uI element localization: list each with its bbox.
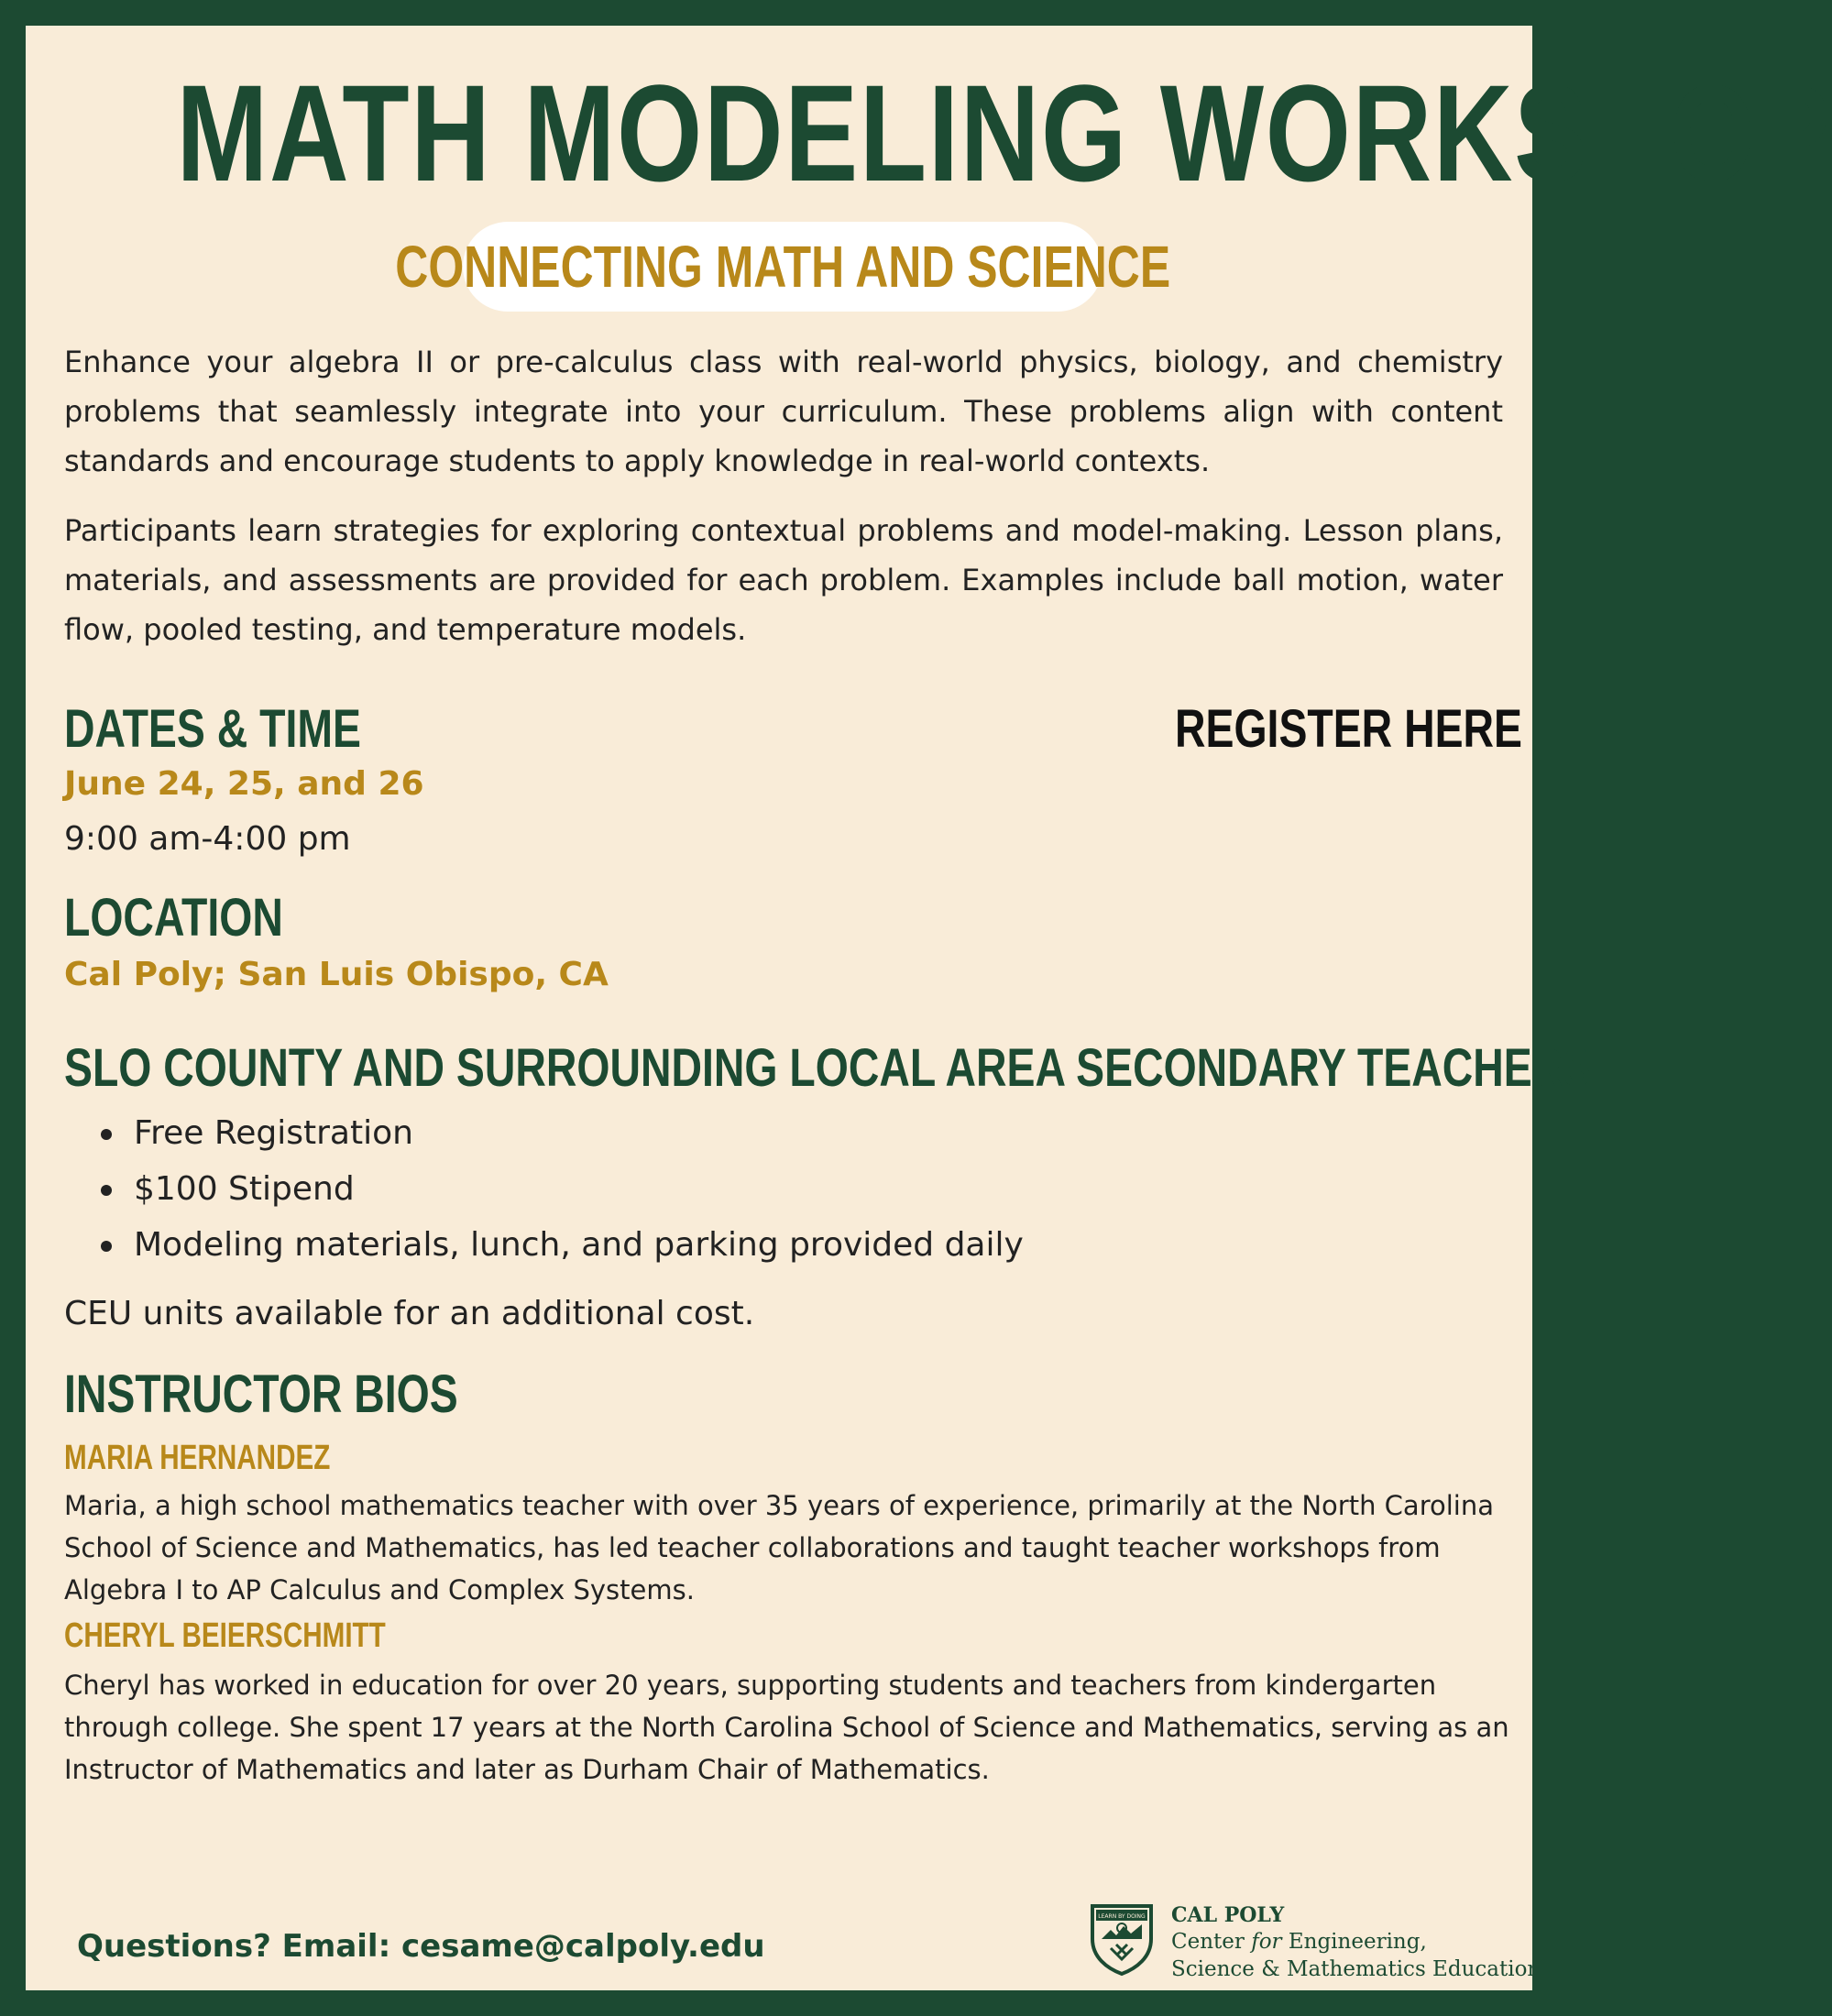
page-title: MATH MODELING WORKSHOP bbox=[176, 56, 1832, 210]
bios-heading: INSTRUCTOR BIOS bbox=[64, 1364, 458, 1424]
subtitle-pill bbox=[395, 222, 1170, 312]
shield-icon bbox=[1089, 1902, 1155, 1976]
dates-days: June 24, 25, and 26 bbox=[64, 765, 424, 803]
dates-time: 9:00 am-4:00 pm bbox=[64, 820, 351, 858]
benefits-list bbox=[64, 1105, 1024, 1273]
instructor-bio: Cheryl has worked in education for over 20 years, supporting students and teachers from kindergarten through college. She spent 17 years at the North Carolina School of Science and Mathematics, serving as an Instructor of Mathematics and later as Durham Chair of Mathematics. bbox=[64, 1670, 1509, 1785]
logo-line-1: Center for Engineering, bbox=[1171, 1930, 1427, 1954]
location-heading: LOCATION bbox=[64, 888, 283, 948]
benefit-item: $100 Stipend bbox=[64, 1161, 1024, 1217]
logo-line-2: Science & Mathematics Education bbox=[1171, 1957, 1541, 1981]
intro-paragraph-2: Participants learn strategies for exploring contextual problems and model-making. Lesson plans, materials, and assessments are provided for each problem. Examples include ball motion, water flow, pooled testing, and temperature models. bbox=[64, 513, 1503, 647]
ceu-note: CEU units available for an additional cost. bbox=[64, 1295, 755, 1332]
register-link[interactable]: REGISTER HERE bbox=[1175, 699, 1522, 759]
intro-paragraph-1: Enhance your algebra II or pre-calculus class with real-world physics, biology, and chemistry problems that seamlessly integrate into your curriculum. These problems align with content standards and encourage students to apply knowledge in real-world contexts. bbox=[64, 345, 1503, 478]
logo-name: CAL POLY bbox=[1171, 1903, 1285, 1927]
instructor-name: CHERYL BEIERSCHMITT bbox=[64, 1616, 386, 1655]
teachers-heading: SLO COUNTY AND SURROUNDING LOCAL AREA SECONDARY TEACHERS bbox=[64, 1038, 1592, 1098]
dates-heading: DATES & TIME bbox=[64, 699, 361, 759]
benefit-item: Modeling materials, lunch, and parking provided daily bbox=[64, 1217, 1024, 1273]
instructor-bio: Maria, a high school mathematics teacher with over 35 years of experience, primarily at the North Carolina School of Science and Mathematics, has led teacher collaborations and taught teacher workshops from Algebra I to AP Calculus and Complex Systems. bbox=[64, 1490, 1494, 1605]
subtitle: CONNECTING MATH AND SCIENCE bbox=[395, 234, 1170, 300]
location-place: Cal Poly; San Luis Obispo, CA bbox=[64, 956, 609, 993]
flyer-page bbox=[26, 26, 1832, 1990]
benefit-item: Free Registration bbox=[64, 1105, 1024, 1161]
instructor-name: MARIA HERNANDEZ bbox=[64, 1439, 331, 1477]
cal-poly-logo bbox=[1089, 1902, 1541, 1983]
svg-text:LEARN BY DOING: LEARN BY DOING bbox=[1098, 1913, 1146, 1920]
questions-email[interactable]: Questions? Email: cesame@calpoly.edu bbox=[77, 1928, 765, 1965]
